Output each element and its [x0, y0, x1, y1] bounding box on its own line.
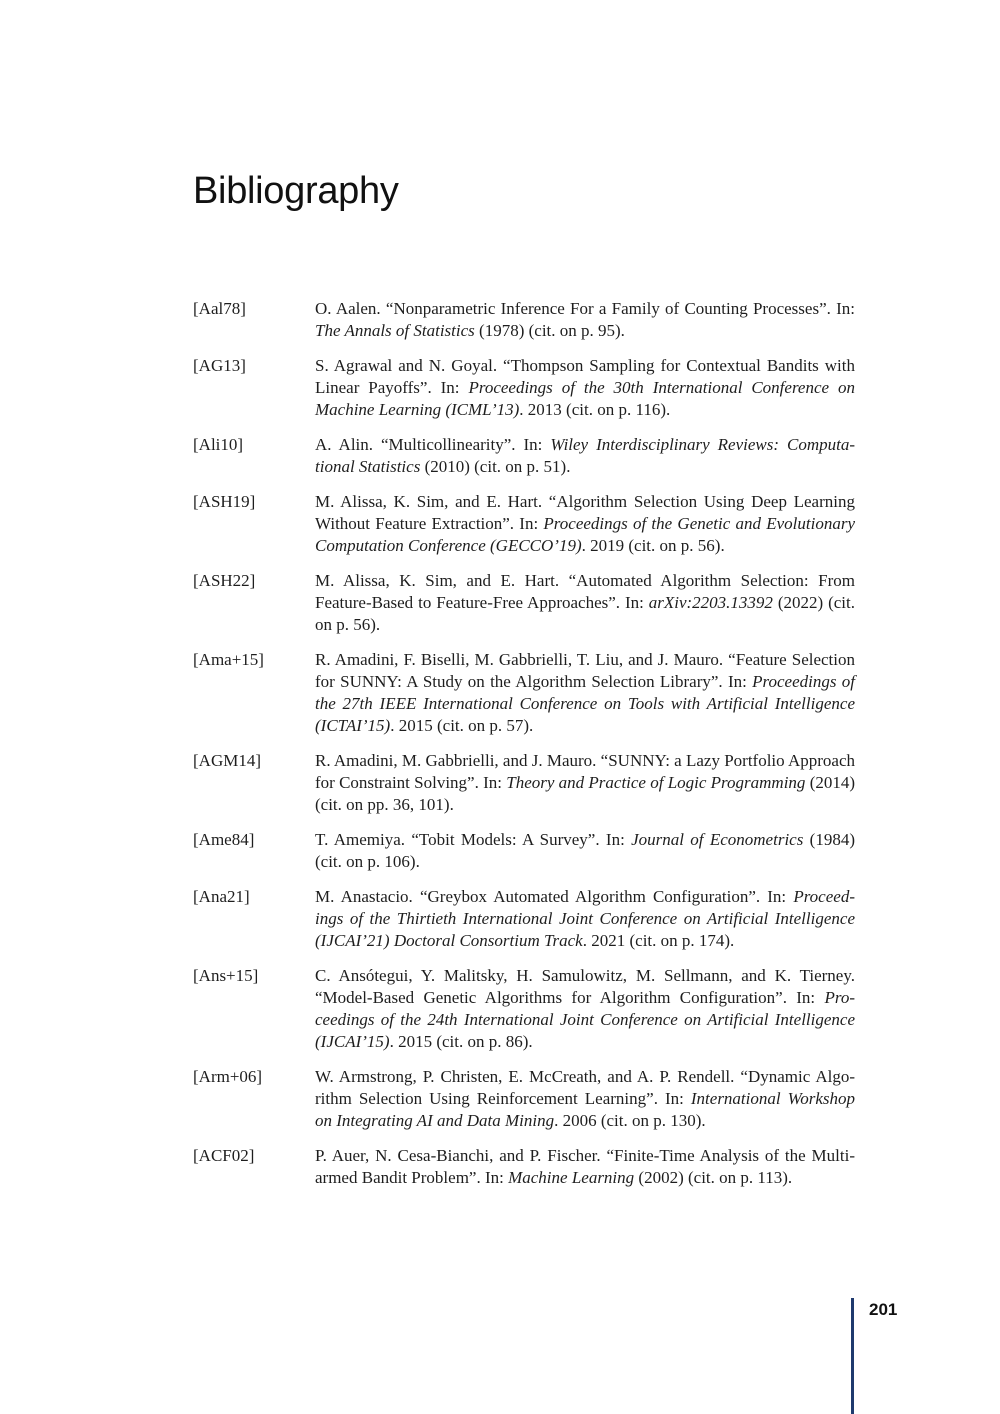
bib-venue: The Annals of Statistics — [315, 321, 475, 340]
bib-text-segment: M. Alissa, K. Sim, and E. Hart. “Automated Algorithm Selection: From Feature-Based to Feature-Free Approaches”. In: — [315, 571, 855, 612]
bib-text-segment: . 2006 (cit. on p. 130). — [554, 1111, 706, 1130]
bib-entry — [193, 649, 855, 737]
bib-reference — [315, 649, 855, 737]
bibliography-list — [193, 298, 855, 1202]
bib-key: [AG13] — [193, 356, 246, 375]
bib-entry — [193, 434, 855, 478]
bib-entry — [193, 355, 855, 421]
bib-key: [Arm+06] — [193, 1067, 263, 1086]
bib-entry — [193, 1066, 855, 1132]
bib-reference — [315, 298, 855, 342]
bib-key: [ACF02] — [193, 1146, 255, 1165]
bib-key: [ASH22] — [193, 571, 256, 590]
bib-key: [AGM14] — [193, 751, 261, 770]
bib-text-segment: R. Amadini, M. Gabbrielli, and J. Mauro. “SUNNY: a Lazy Portfolio Approach for Constraint Solving”. In: — [315, 751, 855, 792]
bib-venue: Theory and Practice of Logic Programming — [506, 773, 806, 792]
bib-text-segment: (2010) (cit. on p. 51). — [420, 457, 571, 476]
bib-reference — [315, 355, 855, 421]
bib-reference — [315, 829, 855, 873]
bib-text-segment: P. Auer, N. Cesa-Bianchi, and P. Fischer. “Finite-Time Analysis of the Multiarmed Bandit Problem”. In: — [315, 1146, 855, 1187]
bib-reference — [315, 886, 855, 952]
bib-venue: Proceedings of the 27th IEEE International Conference on Tools with Artificial Intelligence (ICTAI’15) — [315, 672, 856, 735]
bib-text-segment: R. Amadini, F. Biselli, M. Gabbrielli, T. Liu, and J. Mauro. “Feature Selection for SUNNY: A Study on the Algorithm Selection Library”. In: — [315, 650, 855, 691]
bib-reference — [315, 570, 855, 636]
bib-key: [Ana21] — [193, 887, 250, 906]
bib-text-segment: (2014) (cit. on pp. 36, 101). — [315, 773, 856, 814]
bib-text-segment: . 2015 (cit. on p. 57). — [390, 716, 534, 735]
bib-entry — [193, 1145, 855, 1189]
bib-venue: Proceedings of the Thirtieth International Joint Conference on Artificial Intelligence (IJCAI’21) Doctoral Consortium Track — [315, 887, 855, 950]
bib-text-segment: (1978) (cit. on p. 95). — [474, 321, 625, 340]
bib-key: [Ans+15] — [193, 966, 259, 985]
bib-venue: International Workshop on Integrating AI and Data Mining — [315, 1089, 856, 1130]
bib-entry — [193, 886, 855, 952]
bib-text-segment: W. Armstrong, P. Christen, E. McCreath, and A. P. Rendell. “Dynamic Algorithm Selection Using Reinforcement Learning”. In: — [315, 1067, 855, 1108]
bib-reference — [315, 491, 855, 557]
bib-key: [Ali10] — [193, 435, 244, 454]
bib-text-segment: A. Alin. “Multicollinearity”. In: — [315, 435, 551, 454]
bib-entry — [193, 298, 855, 342]
bib-venue: Wiley Interdisciplinary Reviews: Computational Statistics — [315, 435, 855, 476]
bib-text-segment: (1984) (cit. on p. 106). — [315, 830, 855, 871]
bib-text-segment: T. Amemiya. “Tobit Models: A Survey”. In: — [315, 830, 632, 849]
bib-entry — [193, 829, 855, 873]
bib-text-segment: O. Aalen. “Nonparametric Inference For a Family of Counting Processes”. In: — [315, 299, 855, 318]
bib-entry — [193, 965, 855, 1053]
bib-text-segment: M. Alissa, K. Sim, and E. Hart. “Algorithm Selection Using Deep Learning Without Feature Extraction”. In: — [315, 492, 855, 533]
bib-reference — [315, 1145, 855, 1189]
bib-venue: Proceedings of the 30th International Conference on Machine Learning (ICML’13) — [315, 378, 855, 419]
bib-venue: Machine Learning — [508, 1168, 635, 1187]
bib-key: [Aal78] — [193, 299, 246, 318]
page-number: 201 — [869, 1300, 898, 1319]
bib-text-segment: C. Ansótegui, Y. Malitsky, H. Samulowitz, M. Sellmann, and K. Tierney. “Model-Based Genetic Algorithms for Algorithm Configuration”. In: — [315, 966, 855, 1007]
bib-key: [Ama+15] — [193, 650, 264, 669]
bib-text-segment: . 2015 (cit. on p. 86). — [389, 1032, 533, 1051]
bib-entry — [193, 750, 855, 816]
bib-key: [ASH19] — [193, 492, 256, 511]
bib-reference — [315, 1066, 855, 1132]
bib-venue: Journal of Econometrics — [631, 830, 804, 849]
bib-entry — [193, 491, 855, 557]
bib-text-segment: (2022) (cit. on p. 56). — [315, 593, 855, 634]
page-edge-rule — [851, 1298, 854, 1414]
page-title: Bibliography — [193, 170, 399, 212]
bib-text-segment: M. Anastacio. “Greybox Automated Algorithm Configuration”. In: — [315, 887, 794, 906]
bib-key: [Ame84] — [193, 830, 255, 849]
bib-venue: Proceedings of the Genetic and Evolutionary Computation Conference (GECCO’19) — [315, 514, 855, 555]
bib-reference — [315, 434, 855, 478]
bib-entry — [193, 570, 855, 636]
bib-text-segment: S. Agrawal and N. Goyal. “Thompson Sampling for Contextual Bandits with Linear Payoffs”. In: — [315, 356, 855, 397]
bib-text-segment: . 2019 (cit. on p. 56). — [581, 536, 725, 555]
bib-text-segment: . 2021 (cit. on p. 174). — [582, 931, 735, 950]
bib-reference — [315, 750, 855, 816]
bib-text-segment: . 2013 (cit. on p. 116). — [519, 400, 671, 419]
bib-venue: Proceedings of the 24th International Joint Conference on Artificial Intelligence (IJCAI’15) — [315, 988, 855, 1051]
bib-text-segment: (2002) (cit. on p. 113). — [634, 1168, 793, 1187]
bib-reference — [315, 965, 855, 1053]
bib-venue: arXiv:2203.13392 — [648, 593, 773, 612]
